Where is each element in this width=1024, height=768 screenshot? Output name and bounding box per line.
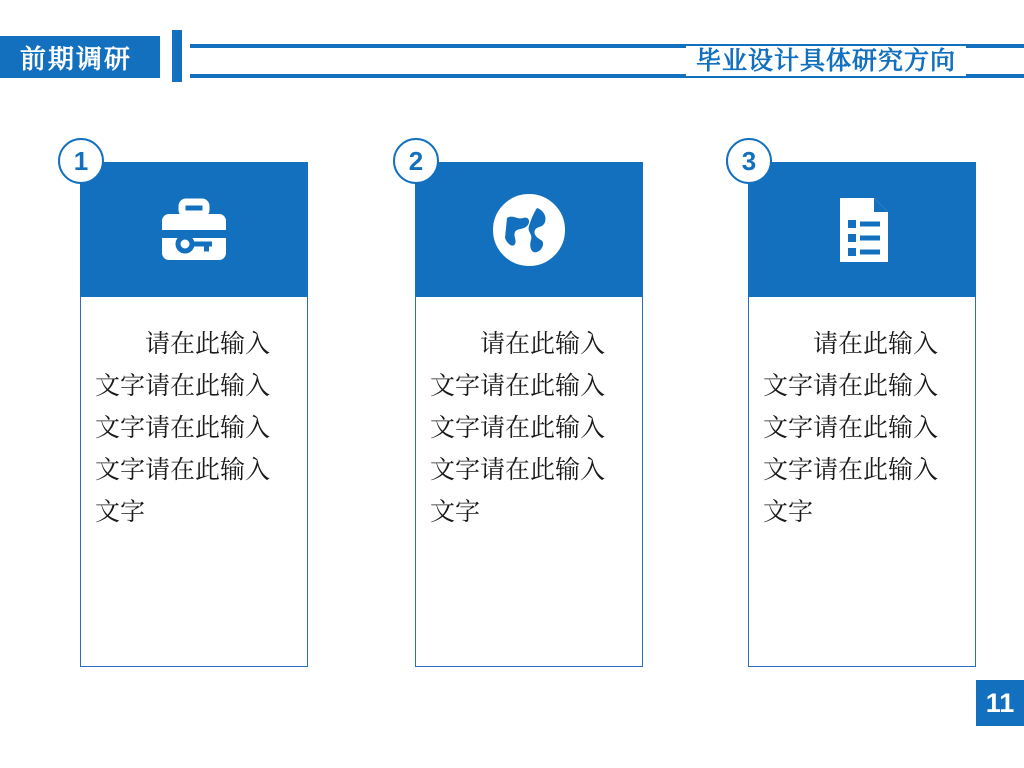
card-body xyxy=(415,297,643,667)
card-icon-header xyxy=(415,162,643,297)
slide-page-number: 11 xyxy=(976,680,1024,726)
card-number-badge: 3 xyxy=(726,138,772,184)
card-item[interactable] xyxy=(73,145,308,667)
card-number-badge: 1 xyxy=(58,138,104,184)
card-item[interactable] xyxy=(741,145,976,667)
card-text: 请在此输入文字请在此输入文字请在此输入文字请在此输入文字 xyxy=(430,329,606,526)
card-body xyxy=(80,297,308,667)
card-number-badge: 2 xyxy=(393,138,439,184)
page-title: 毕业设计具体研究方向 xyxy=(686,46,966,76)
header-accent-bar xyxy=(172,30,182,82)
card-text: 请在此输入文字请在此输入文字请在此输入文字请在此输入文字 xyxy=(95,329,271,526)
card-body xyxy=(748,297,976,667)
card-group xyxy=(0,145,1024,682)
card-text: 请在此输入文字请在此输入文字请在此输入文字请在此输入文字 xyxy=(763,329,939,526)
card-icon-header xyxy=(80,162,308,297)
globe-icon xyxy=(487,188,571,272)
card-item[interactable] xyxy=(408,145,643,667)
briefcase-key-icon xyxy=(152,188,236,272)
slide-header xyxy=(0,0,1024,96)
header-section-badge: 前期调研 xyxy=(0,36,160,78)
document-list-icon xyxy=(820,188,904,272)
card-icon-header xyxy=(748,162,976,297)
